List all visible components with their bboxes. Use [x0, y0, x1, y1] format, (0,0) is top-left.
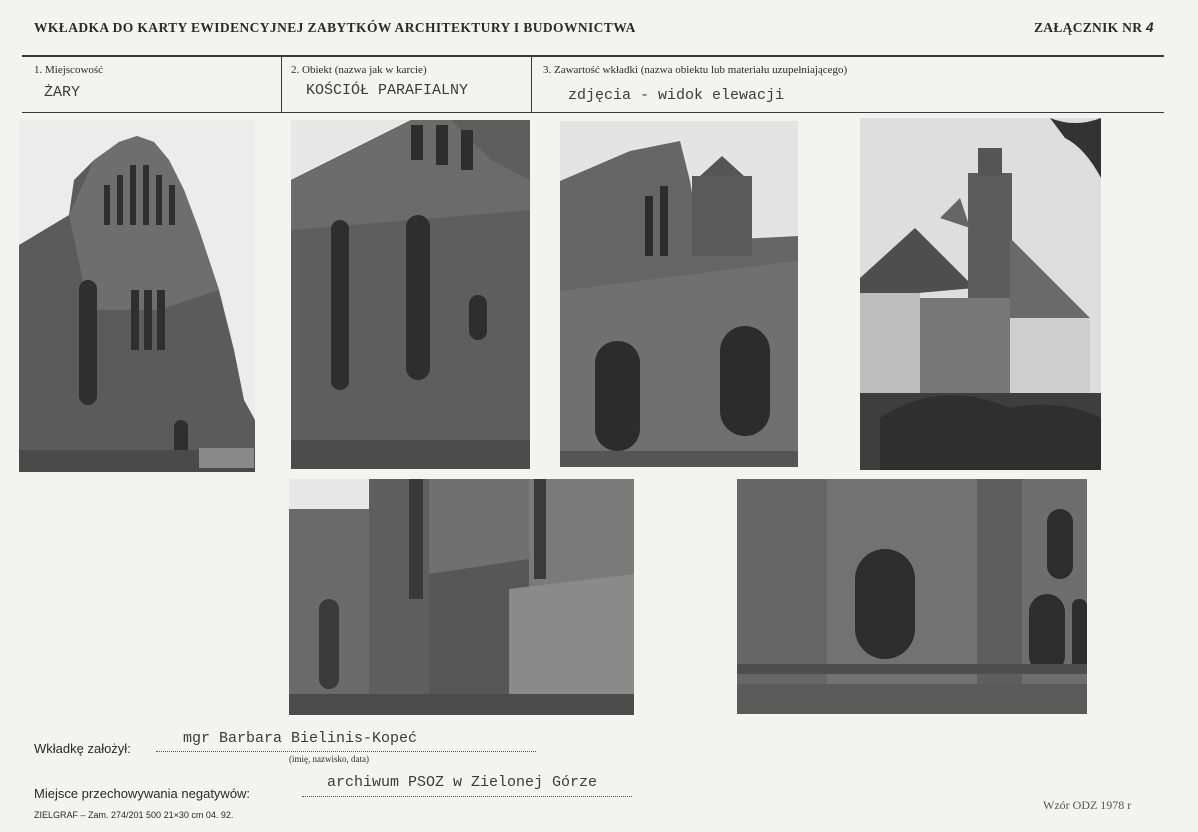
signature-label: Wkładkę założył: — [34, 741, 131, 756]
contents-label: 3. Zawartość wkładki (nazwa obiektu lub materiału uzupełniającego) — [543, 64, 848, 76]
negatives-value: archiwum PSOZ w Zielonej Górze — [327, 774, 598, 791]
photo-5 — [289, 479, 634, 715]
contents-value: zdjęcia - widok elewacji — [568, 87, 785, 104]
object-label: 2. Obiekt (nazwa jak w karcie) — [291, 64, 427, 76]
signature-hint: (imię, nazwisko, data) — [289, 754, 369, 764]
photo-3 — [560, 121, 798, 467]
fields-bottom-divider — [22, 112, 1164, 113]
negatives-dotted-line — [302, 796, 632, 797]
photo-2 — [291, 120, 530, 469]
attachment-number: 4 — [1145, 20, 1154, 35]
header-divider — [22, 55, 1164, 57]
negatives-label: Miejsce przechowywania negatywów: — [34, 786, 251, 801]
locality-label: 1. Miejscowość — [34, 64, 104, 76]
photo-1 — [19, 120, 255, 472]
attachment-label-text: ZAŁĄCZNIK NR — [1034, 20, 1143, 35]
locality-value: ŻARY — [44, 84, 81, 101]
photo-6 — [737, 479, 1087, 714]
printer-note: ZIELGRAF – Zam. 274/201 500 21×30 cm 04. 92. — [34, 810, 234, 820]
form-title: WKŁADKA DO KARTY EWIDENCYJNEJ ZABYTKÓW ARCHITEKTURY I BUDOWNICTWA — [34, 20, 636, 35]
attachment-label — [1034, 20, 1154, 36]
field-divider-1 — [281, 56, 282, 112]
signature-value: mgr Barbara Bielinis-Kopeć — [183, 730, 418, 747]
field-divider-2 — [531, 56, 532, 112]
signature-dotted-line — [156, 751, 536, 752]
object-value: KOŚCIÓŁ PARAFIALNY — [306, 82, 469, 99]
photo-4 — [860, 118, 1101, 470]
form-model: Wzór ODZ 1978 r — [1043, 798, 1132, 812]
